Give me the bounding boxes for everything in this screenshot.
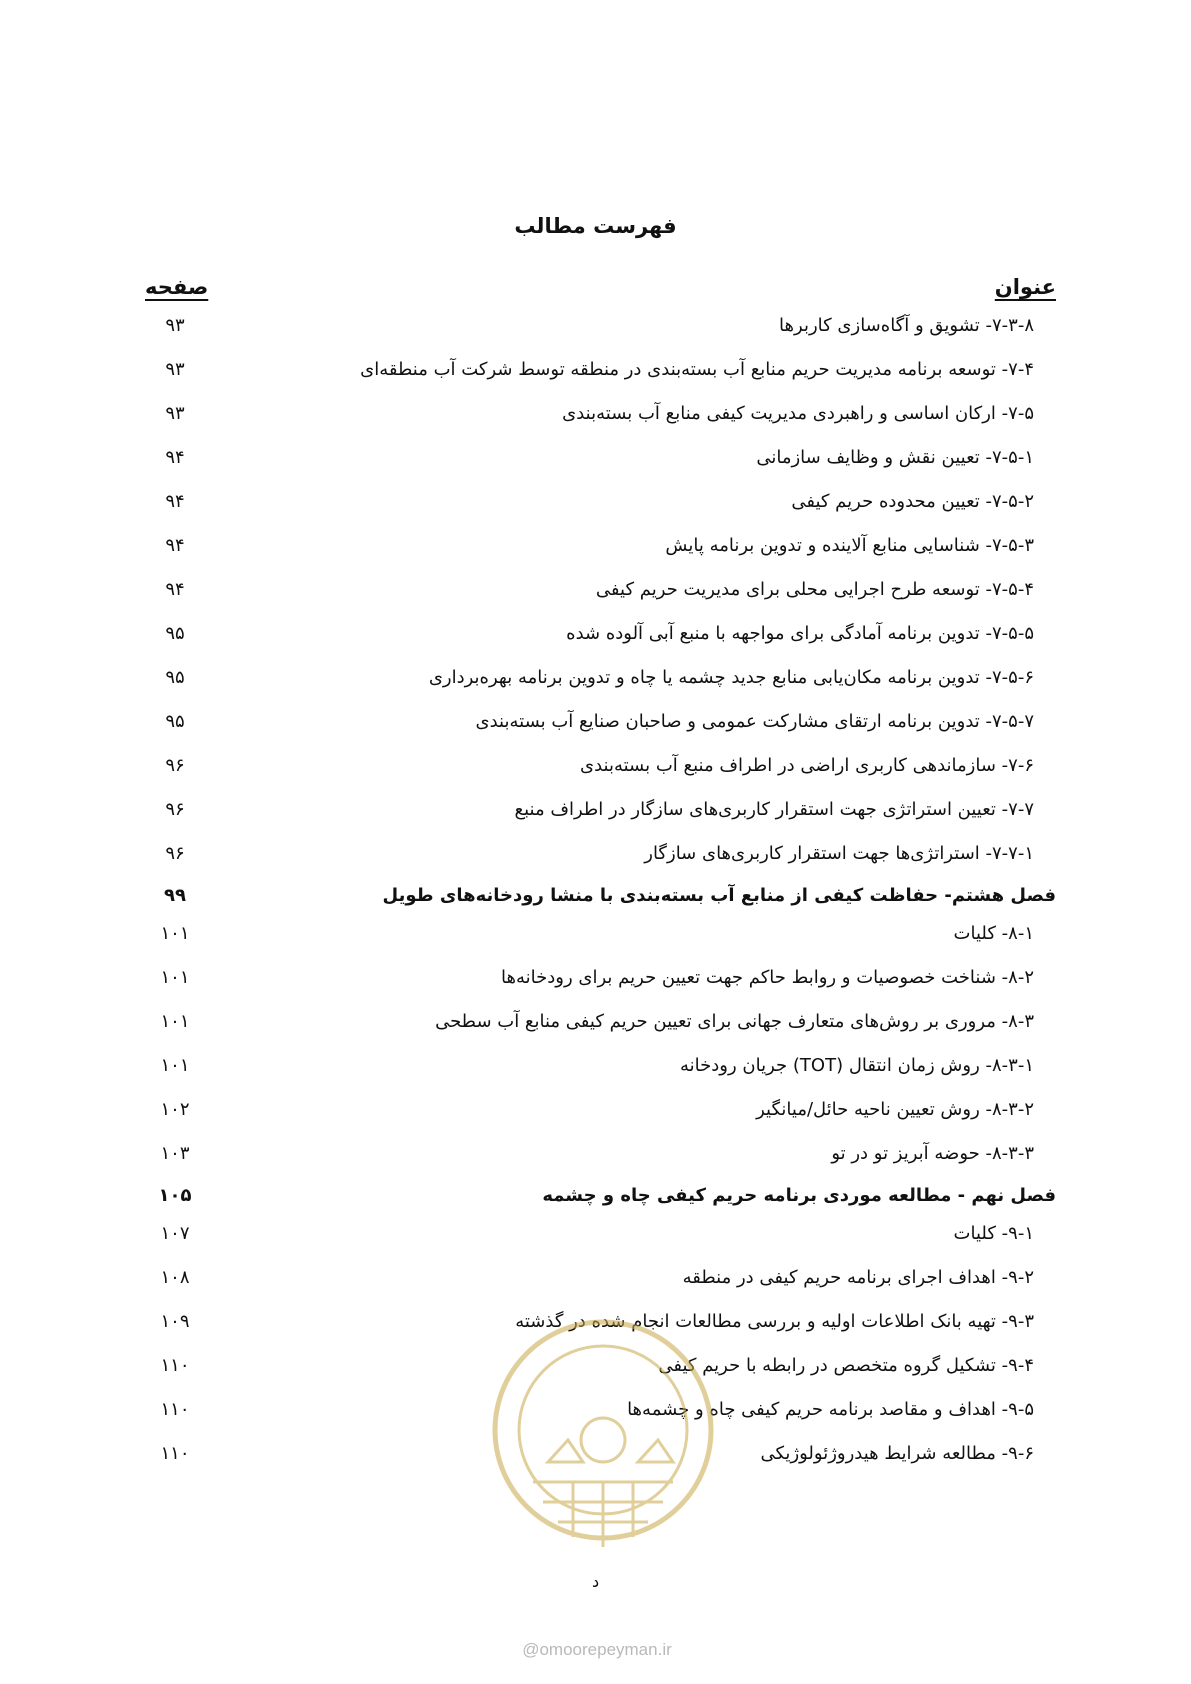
- toc-entry[interactable]: [0, 1052, 1191, 1084]
- toc-entry-page: ۱۰۸: [160, 1267, 190, 1288]
- toc-entry[interactable]: [0, 664, 1191, 696]
- toc-entry[interactable]: [0, 1220, 1191, 1252]
- toc-entry-title: ۷-۶- سازماندهی کاربری اراضی در اطراف منبع آب بسته‌بندی: [580, 755, 1034, 776]
- toc-entry-title: ۹-۲- اهداف اجرای برنامه حریم کیفی در منطقه: [682, 1267, 1034, 1288]
- toc-entry[interactable]: [0, 1264, 1191, 1296]
- toc-entry-title: ۷-۷- تعیین استراتژی جهت استقرار کاربری‌های سازگار در اطراف منبع: [514, 799, 1034, 820]
- toc-entry[interactable]: [0, 752, 1191, 784]
- toc-entry-title: ۷-۵-۱- تعیین نقش و وظایف سازمانی: [756, 447, 1034, 468]
- toc-entry-title: ۷-۵-۷- تدوین برنامه ارتقای مشارکت عمومی و صاحبان صنایع آب بسته‌بندی: [475, 711, 1034, 732]
- toc-entry-page: ۹۴: [165, 447, 185, 468]
- toc-entry[interactable]: [0, 532, 1191, 564]
- toc-entry-page: ۹۳: [165, 315, 185, 336]
- page-number: د: [591, 1572, 600, 1591]
- toc-entry-title: ۷-۵-۳- شناسایی منابع آلاینده و تدوین برنامه پایش: [665, 535, 1034, 556]
- toc-entry[interactable]: [0, 1008, 1191, 1040]
- toc-entry[interactable]: [0, 488, 1191, 520]
- toc-entry-title: ۷-۵-۴- توسعه طرح اجرایی محلی برای مدیریت حریم کیفی: [595, 579, 1034, 600]
- watermark-site: @omoorepeyman.ir: [522, 1640, 672, 1659]
- toc-entry-title: ۸-۳-۱- روش زمان انتقال (TOT) جریان رودخانه: [679, 1055, 1034, 1076]
- toc-entry-page: ۹۳: [165, 359, 185, 380]
- toc-entry-title: ۷-۵-۵- تدوین برنامه آمادگی برای مواجهه با منبع آبی آلوده شده: [566, 623, 1034, 644]
- toc-entry[interactable]: [0, 708, 1191, 740]
- toc-entry[interactable]: [0, 796, 1191, 828]
- toc-entry-page: ۹۴: [165, 491, 185, 512]
- toc-entry-title: ۹-۳- تهیه بانک اطلاعات اولیه و بررسی مطالعات انجام شده در گذشته: [515, 1311, 1034, 1332]
- toc-entry-title: ۷-۵- ارکان اساسی و راهبردی مدیریت کیفی منابع آب بسته‌بندی: [562, 403, 1034, 424]
- toc-entry-page: ۹۵: [165, 711, 185, 732]
- toc-entry-title: ۹-۵- اهداف و مقاصد برنامه حریم کیفی چاه و چشمه‌ها: [627, 1399, 1034, 1420]
- toc-entry-page: ۱۰۷: [160, 1223, 190, 1244]
- toc-entry[interactable]: [0, 620, 1191, 652]
- toc-entry-page: ۹۶: [165, 755, 185, 776]
- toc-entry[interactable]: [0, 356, 1191, 388]
- page-column-header: صفحه: [145, 275, 209, 299]
- toc-entry-title: ۹-۶- مطالعه شرایط هیدروژئولوژیکی: [760, 1443, 1034, 1464]
- toc-entry-page: ۱۰۱: [160, 1055, 190, 1076]
- toc-entry-page: ۹۵: [165, 667, 185, 688]
- toc-entry-page: ۹۳: [165, 403, 185, 424]
- toc-entry-title: فصل نهم - مطالعه موردی برنامه حریم کیفی چاه و چشمه: [542, 1185, 1056, 1206]
- toc-entry-page: ۱۰۹: [160, 1311, 190, 1332]
- toc-entry-title: فصل هشتم- حفاظت کیفی از منابع آب بسته‌بندی با منشا رودخانه‌های طویل: [382, 885, 1056, 906]
- toc-entry[interactable]: [0, 920, 1191, 952]
- toc-entry[interactable]: [0, 400, 1191, 432]
- toc-entry-page: ۹۴: [165, 535, 185, 556]
- toc-entry-page: ۹۵: [165, 623, 185, 644]
- toc-entry-title: ۷-۳-۸- تشویق و آگاه‌سازی کاربرها: [779, 315, 1034, 336]
- toc-entry-page: ۱۰۱: [160, 967, 190, 988]
- toc-chapter-entry[interactable]: [0, 1182, 1191, 1214]
- toc-entry[interactable]: [0, 1140, 1191, 1172]
- toc-entry-title: ۸-۳- مروری بر روش‌های متعارف جهانی برای تعیین حریم کیفی منابع آب سطحی: [435, 1011, 1034, 1032]
- toc-entry[interactable]: [0, 576, 1191, 608]
- toc-chapter-entry[interactable]: [0, 882, 1191, 914]
- toc-entry-title: ۹-۴- تشکیل گروه متخصص در رابطه با حریم کیفی: [658, 1355, 1034, 1376]
- toc-entry-title: ۷-۵-۶- تدوین برنامه مکان‌یابی منابع جدید چشمه یا چاه و تدوین برنامه بهره‌برداری: [428, 667, 1034, 688]
- seal-watermark: [483, 1312, 723, 1572]
- toc-entry-page: ۹۴: [165, 579, 185, 600]
- toc-entry[interactable]: [0, 444, 1191, 476]
- toc-entry-page: ۹۶: [165, 799, 185, 820]
- toc-entry-title: ۸-۳-۳- حوضه آبریز تو در تو: [831, 1143, 1034, 1164]
- toc-entry-page: ۱۰۲: [160, 1099, 190, 1120]
- toc-entry-title: ۸-۱- کلیات: [953, 923, 1034, 944]
- toc-entry-title: ۷-۵-۲- تعیین محدوده حریم کیفی: [791, 491, 1034, 512]
- toc-entry-page: ۱۱۰: [160, 1399, 190, 1420]
- toc-entry-title: ۸-۳-۲- روش تعیین ناحیه حائل/میانگیر: [756, 1099, 1034, 1120]
- toc-entry-page: ۹۶: [165, 843, 185, 864]
- toc-entry[interactable]: [0, 312, 1191, 344]
- toc-entry-page: ۱۰۳: [160, 1143, 190, 1164]
- toc-entry-title: ۹-۱- کلیات: [953, 1223, 1034, 1244]
- title-column-header: عنوان: [994, 275, 1056, 299]
- toc-entry[interactable]: [0, 964, 1191, 996]
- toc-entry[interactable]: [0, 840, 1191, 872]
- toc-entry-page: ۱۰۱: [160, 1011, 190, 1032]
- toc-entry-title: ۷-۷-۱- استراتژی‌ها جهت استقرار کاربری‌های سازگار: [644, 843, 1034, 864]
- toc-entry-page: ۹۹: [164, 885, 186, 906]
- page-title: فهرست مطالب: [514, 214, 677, 238]
- toc-entry-title: ۷-۴- توسعه برنامه مدیریت حریم منابع آب بسته‌بندی در منطقه توسط شرکت آب منطقه‌ای: [360, 359, 1034, 380]
- toc-entry-page: ۱۰۵: [158, 1185, 192, 1206]
- toc-entry-page: ۱۱۰: [160, 1355, 190, 1376]
- toc-entry-page: ۱۰۱: [160, 923, 190, 944]
- toc-entry-title: ۸-۲- شناخت خصوصیات و روابط حاکم جهت تعیین حریم برای رودخانه‌ها: [501, 967, 1034, 988]
- toc-entry[interactable]: [0, 1096, 1191, 1128]
- toc-entry-page: ۱۱۰: [160, 1443, 190, 1464]
